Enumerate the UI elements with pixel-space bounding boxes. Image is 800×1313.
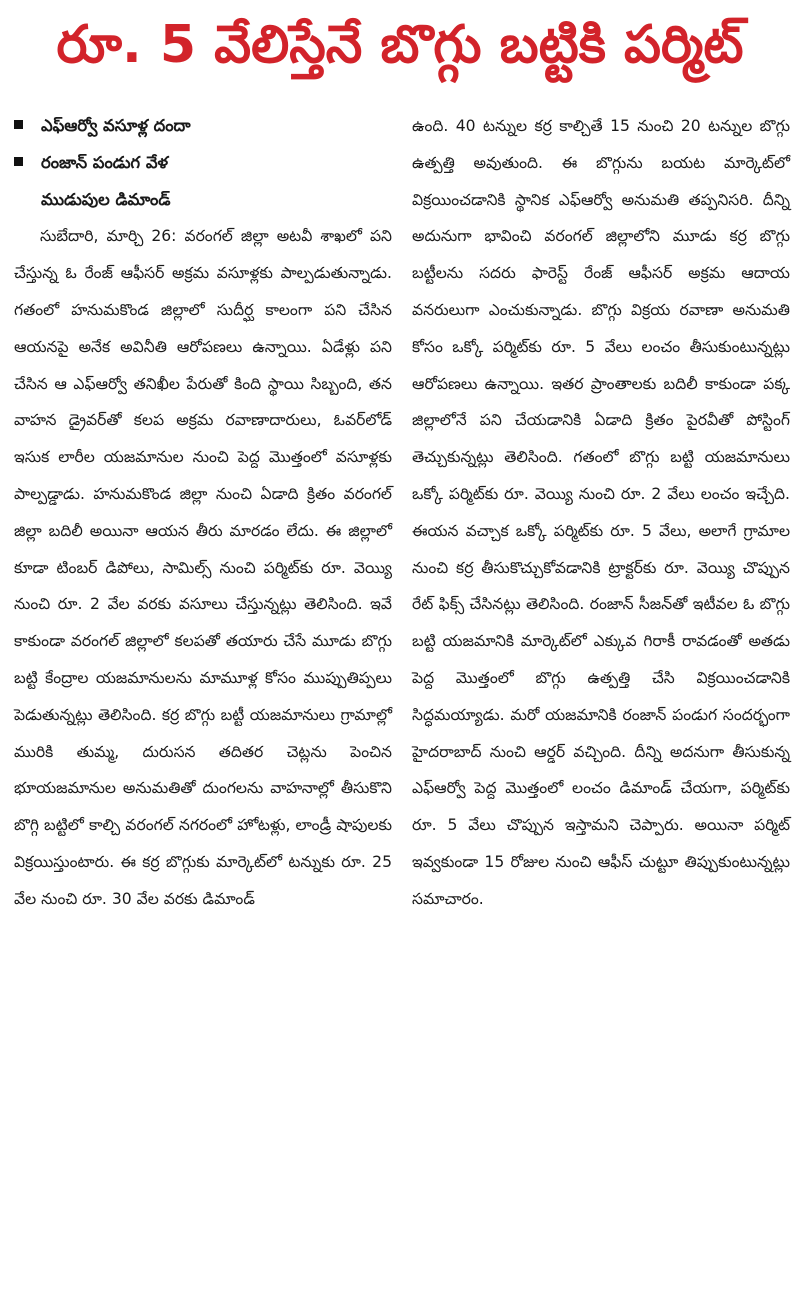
subheading-item-continued — [14, 182, 392, 219]
subheading-item — [14, 108, 392, 145]
body-paragraph: సుబేదారి, మార్చి 26: వరంగల్ జిల్లా అటవీ శాఖలో పని చేస్తున్న ఓ రేంజ్ ఆఫీసర్ అక్రమ వసూళ్లకు పాల్పడుతున్నాడు. గతంలో హనుమకొండ జిల్లాలో సుదీర్ఘ కాలంగా పని చేసిన ఆయనపై అనేక అవినీతి ఆరోపణలు ఉన్నాయి. ఏడేళ్లు పని చేసిన ఆ ఎఫ్‌ఆర్వో తనిఖీల పేరుతో కింది స్థాయి సిబ్బంది, తన వాహన డ్రైవర్‌తో కలప అక్రమ రవాణాదారులు, ఓవర్‌లోడ్ ఇసుక లారీల యజమానుల నుంచి పెద్ద మొత్తంలో వసూళ్లకు పాల్పడ్డాడు. హనుమకొండ జిల్లా నుంచి ఏడాది క్రితం వరంగల్ జిల్లా బదిలీ అయినా ఆయన తీరు మారడం లేదు. ఈ జిల్లాలో కూడా టింబర్ డిపోలు, సామిల్స్ నుంచి పర్మిట్‌కు రూ. వెయ్యి నుంచి రూ. 2 వేల వరకు వసూలు చేస్తున్నట్లు తెలిసింది. ఇవే కాకుండా వరంగల్ జిల్లాలో కలపతో తయారు చేసే మూడు బొగ్గు బట్టి కేంద్రాల యజమానులను మామూళ్ల కోసం ముప్పుతిప్పలు పెడుతున్నట్లు తెలిసింది. కర్ర బొగ్గు బట్టీ యజమానులు గ్రామాల్లో మురికి తుమ్మ, దురుసన తదితర చెట్లను పెంచిన భూయజమానుల అనుమతితో దుంగలను వాహనాల్లో తీసుకొని బొగ్గి బట్టిలో కాల్చి వరంగల్ నగరంలో హోటళ్లు, లాండ్రీ షాపులకు విక్రయిస్తుంటారు. ఈ కర్ర బొగ్గుకు మార్కెట్‌లో టన్నుకు రూ. 25 వేల నుంచి రూ. 30 వేల వరకు డిమాండ్ — [14, 227, 392, 908]
article-column-left — [14, 108, 392, 918]
square-bullet-icon — [14, 120, 23, 129]
square-bullet-icon — [14, 157, 23, 166]
article-column-right — [412, 108, 790, 918]
subheading-text: రంజాన్ పండుగ వేళ — [41, 152, 169, 172]
subheadings — [14, 108, 392, 218]
body-paragraph-continued: ఉంది. 40 టన్నుల కర్ర కాల్చితే 15 నుంచి 20 టన్నుల బొగ్గు ఉత్పత్తి అవుతుంది. ఈ బొగ్గును బయట మార్కెట్‌లో విక్రయించడానికి స్థానిక ఎఫ్‌ఆర్వో అనుమతి తప్పనిసరి. దీన్ని అదునుగా భావించి వరంగల్ జిల్లాలోని మూడు కర్ర బొగ్గు బట్టీలను సదరు ఫారెస్ట్ రేంజ్ ఆఫీసర్ అక్రమ ఆదాయ వనరులుగా ఎంచుకున్నాడు. బొగ్గు విక్రయ రవాణా అనుమతి కోసం ఒక్కో పర్మిట్‌కు రూ. 5 వేలు లంచం తీసుకుంటున్నట్లు ఆరోపణలు ఉన్నాయి. ఇతర ప్రాంతాలకు బదిలీ కాకుండా పక్క జిల్లాలోనే పని చేయడానికి ఏడాది క్రితం పైరవీతో పోస్టింగ్ తెచ్చుకున్నట్లు తెలిసింది. గతంలో బొగ్గు బట్టి యజమానులు ఒక్కో పర్మిట్‌కు రూ. వెయ్యి నుంచి రూ. 2 వేలు లంచం ఇచ్చేది. ఈయన వచ్చాక ఒక్కో పర్మిట్‌కు రూ. 5 వేలు, అలాగే గ్రామాల నుంచి కర్ర తీసుకొచ్చుకోవడానికి ట్రాక్టర్‌కు రూ. వెయ్యి చొప్పున రేట్ ఫిక్స్ చేసినట్లు తెలిసింది. రంజాన్ సీజన్‌తో ఇటీవల ఓ బొగ్గు బట్టి యజమానికి మార్కెట్‌లో ఎక్కువ గిరాకీ రావడంతో అతడు పెద్ద మొత్తంలో బొగ్గు ఉత్పత్తి చేసి విక్రయించడానికి సిద్ధమయ్యాడు. మరో యజమానికి రంజాన్ పండుగ సందర్భంగా హైదరాబాద్ నుంచి ఆర్డర్ వచ్చింది. దీన్ని అదనుగా తీసుకున్న ఎఫ్‌ఆర్వో పెద్ద మొత్తంలో లంచం డిమాండ్ చేయగా, పర్మిట్‌కు రూ. 5 వేలు చొప్పున ఇస్తామని చెప్పారు. అయినా పర్మిట్ ఇవ్వకుండా 15 రోజుల నుంచి ఆఫీస్ చుట్టూ తిప్పుకుంటున్నట్లు సమాచారం. — [412, 117, 790, 908]
subheading-text: ముడుపుల డిమాండ్ — [41, 189, 171, 209]
headline: రూ. 5 వేలిస్తేనే బొగ్గు బట్టికి పర్మిట్ — [56, 15, 744, 75]
subheading-text: ఎఫ్‌ఆర్వో వసూళ్ల దందా — [41, 116, 191, 135]
article-body — [14, 108, 790, 1308]
subheading-item — [14, 145, 392, 182]
